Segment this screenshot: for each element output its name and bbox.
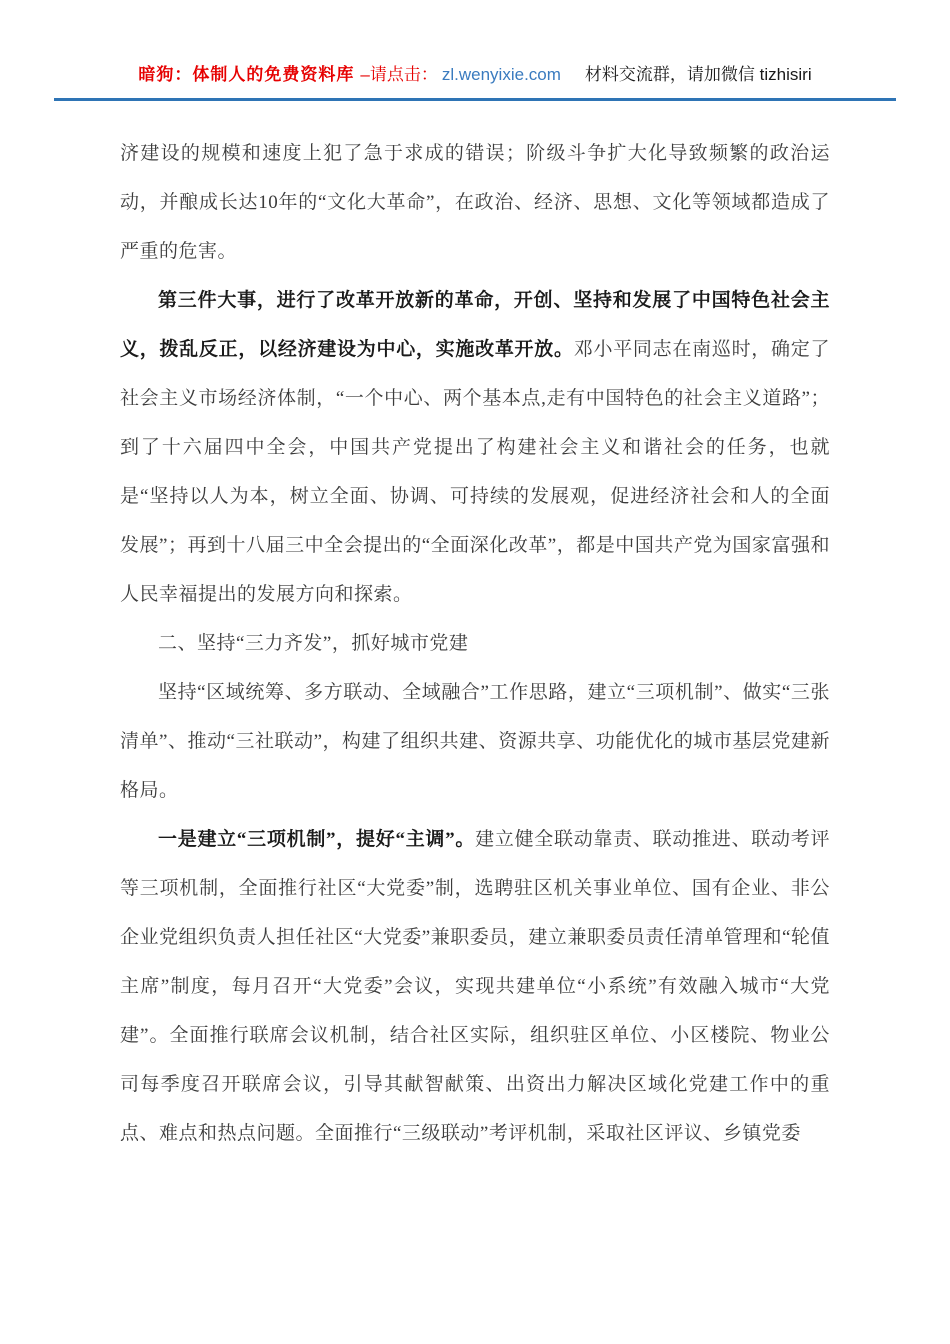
text-run: 二、坚持“三力齐发”，抓好城市党建 [158,633,469,654]
header-site-link[interactable]: zl.wenyixie.com [441,65,561,84]
paragraph-1 [120,129,830,276]
paragraph-2 [120,276,830,619]
header-click-hint: –请点击： [360,65,438,84]
document-content [0,101,950,1158]
paragraph-5 [120,815,830,1158]
page-header [0,0,950,85]
header-wechat-info: 材料交流群，请加微信 tizhisiri [584,65,812,84]
text-run: 建立健全联动靠责、联动推进、联动考评等三项机制，全面推行社区“大党委”制，选聘驻区机关事业单位、国有企业、非公企业党组织负责人担任社区“大党委”兼职委员，建立兼职委员责任清单管理和“轮值主席”制度，每月召开“大党委”会议，实现共建单位“小系统”有效融入城市“大党建”。全面推行联席会议机制，结合社区实际，组织驻区单位、小区楼院、物业公司每季度召开联席会议，引导其献智献策、出资出力解决区域化党建工作中的重点、难点和热点问题。全面推行“三级联动”考评机制，采取社区评议、乡镇党委 [120,829,830,1144]
text-run: 济建设的规模和速度上犯了急于求成的错误；阶级斗争扩大化导致频繁的政治运动，并酿成长达10年的“文化大革命”，在政治、经济、思想、文化等领域都造成了严重的危害。 [120,143,830,262]
header-site-name: 暗狗：体制人的免费资料库 [138,65,355,84]
text-run-bold: 一是建立“三项机制”，提好“主调”。 [158,829,476,850]
text-run: 邓小平同志在南巡时，确定了社会主义市场经济体制，“一个中心、两个基本点,走有中国特色的社会主义道路”；到了十六届四中全会，中国共产党提出了构建社会主义和谐社会的任务，也就是“坚持以人为本，树立全面、协调、可持续的发展观，促进经济社会和人的全面发展”；再到十八届三中全会提出的“全面深化改革”，都是中国共产党为国家富强和人民幸福提出的发展方向和探索。 [120,339,830,605]
text-run: 坚持“区域统筹、多方联动、全域融合”工作思路，建立“三项机制”、做实“三张清单”、推动“三社联动”，构建了组织共建、资源共享、功能优化的城市基层党建新格局。 [120,682,830,801]
paragraph-4 [120,668,830,815]
text-run-bold: 第三件大事，进行了改革开放新的革命，开创、坚持和发展了中国特色社会主义，拨乱反正，以经济建设为中心，实施改革开放。 [120,290,830,360]
paragraph-3-section-heading [120,619,830,668]
